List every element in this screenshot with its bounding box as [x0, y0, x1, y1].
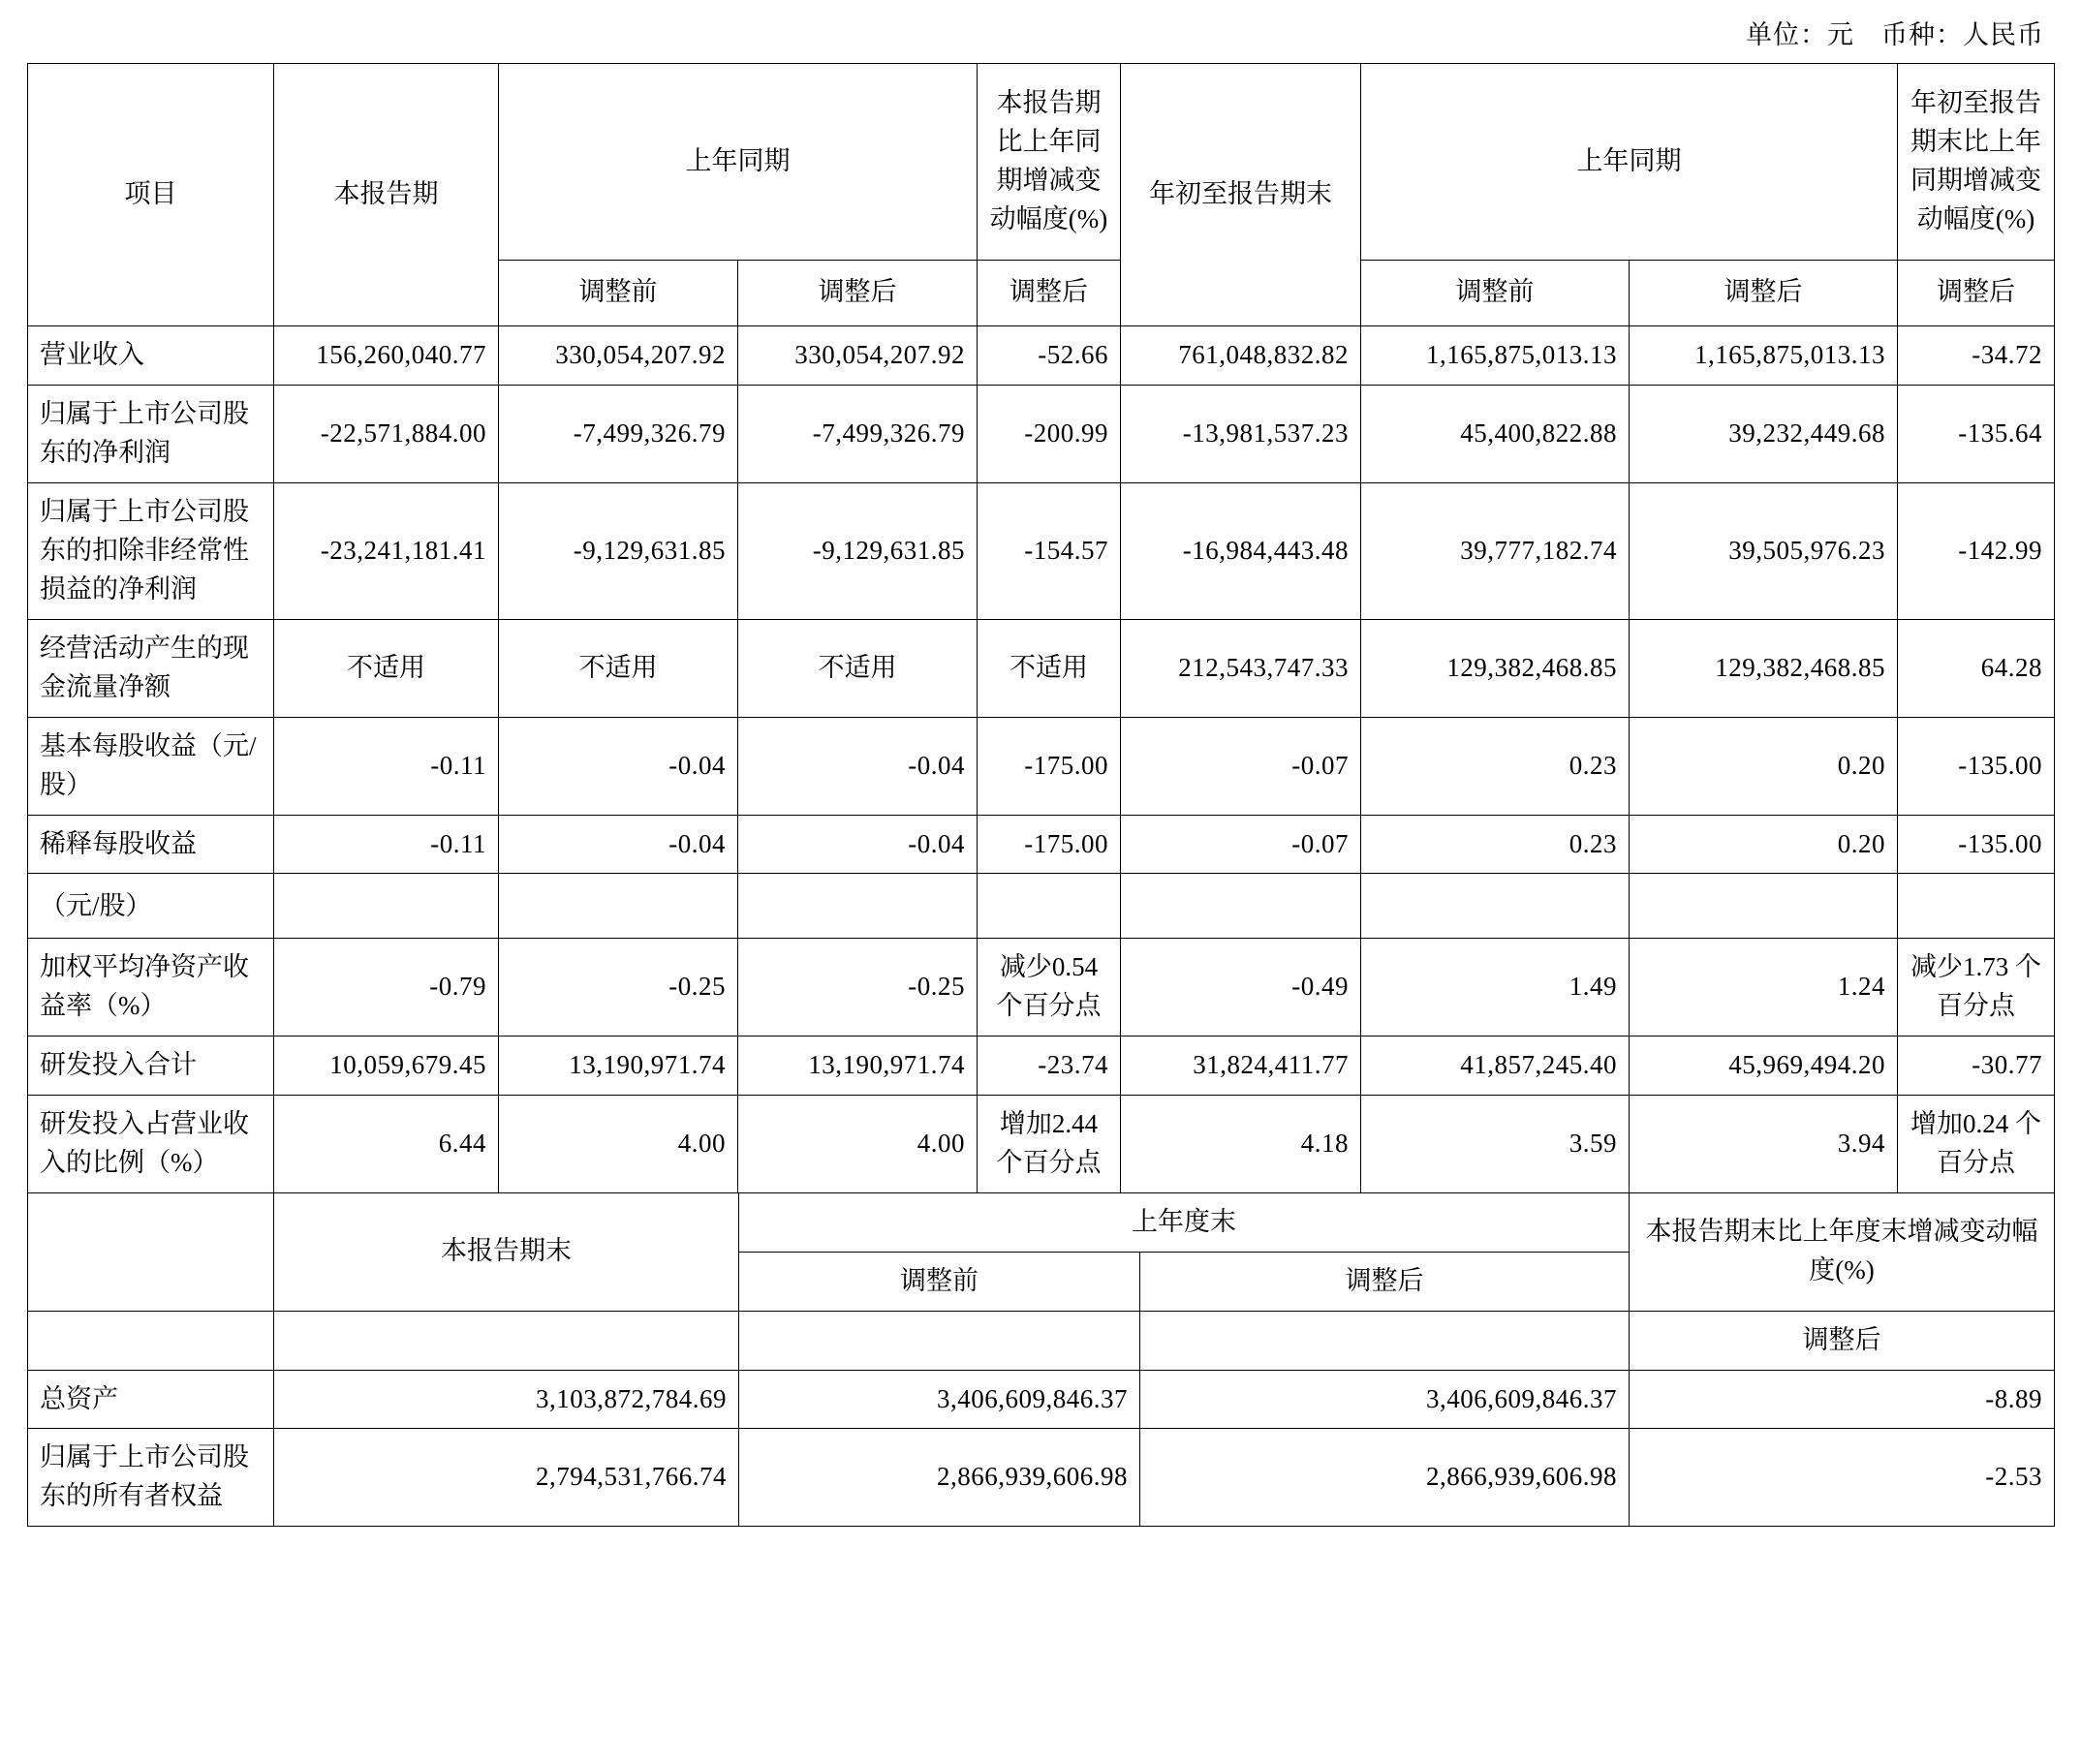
row-value: -7,499,326.79 [738, 385, 978, 482]
row-label: 营业收入 [28, 326, 274, 386]
header-period-end: 本报告期末 [274, 1192, 739, 1311]
header-after-adjust-1: 调整后 [738, 260, 978, 325]
row-value: -23.74 [978, 1037, 1121, 1096]
row-value: 64.28 [1898, 619, 2055, 717]
row-value: 39,232,449.68 [1630, 385, 1898, 482]
table2-header-row-main [28, 1192, 2055, 1252]
row-label: 研发投入合计 [28, 1037, 274, 1096]
row-value [1121, 874, 1361, 939]
row-value: 13,190,971.74 [738, 1037, 978, 1096]
header-after-adjust-3: 调整后 [1630, 260, 1898, 325]
row-value: -0.25 [738, 939, 978, 1037]
table-row [28, 1096, 2055, 1193]
row-label: 稀释每股收益 [28, 815, 274, 874]
row-label: 加权平均净资产收益率（%） [28, 939, 274, 1037]
row-value: 1,165,875,013.13 [1630, 326, 1898, 386]
row-value: 1.49 [1361, 939, 1630, 1037]
row-label: （元/股） [28, 874, 274, 939]
row-value: 1.24 [1630, 939, 1898, 1037]
row-value: 增加2.44 个百分点 [978, 1096, 1121, 1193]
header-after-adjust-2: 调整后 [978, 260, 1121, 325]
row-value: -52.66 [978, 326, 1121, 386]
header-blank-4 [739, 1311, 1140, 1370]
row-value: 39,505,976.23 [1630, 482, 1898, 619]
row-value: 减少1.73 个百分点 [1898, 939, 2055, 1037]
row-value: -154.57 [978, 482, 1121, 619]
table-row [28, 482, 2055, 619]
table-row [28, 1370, 2055, 1429]
row-value: -23,241,181.41 [274, 482, 499, 619]
row-value [1361, 874, 1630, 939]
unit-note: 单位：元 币种：人民币 [1746, 20, 2044, 49]
row-value: -22,571,884.00 [274, 385, 499, 482]
header-change: 本报告期末比上年度末增减变动幅度(%) [1630, 1192, 2055, 1311]
row-value: 6.44 [274, 1096, 499, 1193]
header-change-ytd: 年初至报告期末比上年同期增减变动幅度(%) [1898, 64, 2055, 261]
row-value: 不适用 [738, 619, 978, 717]
table-row [28, 385, 2055, 482]
row-value: 4.00 [738, 1096, 978, 1193]
table2-subheader-row [28, 1311, 2055, 1370]
header-blank-3 [274, 1311, 739, 1370]
row-value: -9,129,631.85 [499, 482, 738, 619]
row-value: -135.00 [1898, 815, 2055, 874]
row-value: -13,981,537.23 [1121, 385, 1361, 482]
row-label: 总资产 [28, 1370, 274, 1429]
header-prior-ytd: 上年同期 [1361, 64, 1898, 261]
header-after-adjust-4: 调整后 [1898, 260, 2055, 325]
row-value: 129,382,468.85 [1630, 619, 1898, 717]
row-value: -16,984,443.48 [1121, 482, 1361, 619]
header-current-period: 本报告期 [274, 64, 499, 326]
row-value: 45,400,822.88 [1361, 385, 1630, 482]
row-value: 4.00 [499, 1096, 738, 1193]
row-value: -0.79 [274, 939, 499, 1037]
quarterly-financial-table [27, 63, 2055, 1193]
row-value: 1,165,875,013.13 [1361, 326, 1630, 386]
row-value: -0.04 [738, 717, 978, 815]
header-before-adjust-3: 调整前 [739, 1252, 1140, 1311]
row-value: -0.25 [499, 939, 738, 1037]
row-value [274, 874, 499, 939]
row-value: -34.72 [1898, 326, 2055, 386]
row-value: 45,969,494.20 [1630, 1037, 1898, 1096]
table-row [28, 717, 2055, 815]
row-value: -142.99 [1898, 482, 2055, 619]
row-value: 0.20 [1630, 717, 1898, 815]
row-label: 归属于上市公司股东的所有者权益 [28, 1429, 274, 1527]
header-ytd: 年初至报告期末 [1121, 64, 1361, 326]
row-value [978, 874, 1121, 939]
row-value: -0.07 [1121, 717, 1361, 815]
table-header-row-main [28, 64, 2055, 261]
table-row [28, 619, 2055, 717]
header-blank-5 [1140, 1311, 1630, 1370]
table-row [28, 326, 2055, 386]
row-value: 41,857,245.40 [1361, 1037, 1630, 1096]
table-row [28, 939, 2055, 1037]
row-value: 330,054,207.92 [499, 326, 738, 386]
header-before-adjust-2: 调整前 [1361, 260, 1630, 325]
row-value [738, 874, 978, 939]
row-value: -0.04 [499, 815, 738, 874]
row-value: 增加0.24 个百分点 [1898, 1096, 2055, 1193]
row-value: -200.99 [978, 385, 1121, 482]
row-value: 不适用 [978, 619, 1121, 717]
row-value: 2,866,939,606.98 [1140, 1429, 1630, 1527]
row-value: 3,406,609,846.37 [1140, 1370, 1630, 1429]
row-value: 2,794,531,766.74 [274, 1429, 739, 1527]
row-value: 3.94 [1630, 1096, 1898, 1193]
row-value: -135.64 [1898, 385, 2055, 482]
row-value: 3.59 [1361, 1096, 1630, 1193]
row-value: -175.00 [978, 815, 1121, 874]
row-value: 0.23 [1361, 717, 1630, 815]
header-change-period: 本报告期比上年同期增减变动幅度(%) [978, 64, 1121, 261]
header-item: 项目 [28, 64, 274, 326]
header-after-adjust-6: 调整后 [1630, 1311, 2055, 1370]
header-prior-period: 上年同期 [499, 64, 978, 261]
row-value: 不适用 [274, 619, 499, 717]
row-value: -0.49 [1121, 939, 1361, 1037]
header-last-year-end: 上年度末 [739, 1192, 1630, 1252]
row-value: 2,866,939,606.98 [739, 1429, 1140, 1527]
row-value [1630, 874, 1898, 939]
row-value [1898, 874, 2055, 939]
row-value [499, 874, 738, 939]
row-value: -0.11 [274, 815, 499, 874]
table-row [28, 1429, 2055, 1527]
row-value: -9,129,631.85 [738, 482, 978, 619]
row-value: 3,406,609,846.37 [739, 1370, 1140, 1429]
row-value: -135.00 [1898, 717, 2055, 815]
row-value: -0.04 [499, 717, 738, 815]
row-value: 212,543,747.33 [1121, 619, 1361, 717]
row-value: -175.00 [978, 717, 1121, 815]
row-value: -7,499,326.79 [499, 385, 738, 482]
table-row [28, 1037, 2055, 1096]
row-value: 0.20 [1630, 815, 1898, 874]
row-label: 研发投入占营业收入的比例（%） [28, 1096, 274, 1193]
row-label: 归属于上市公司股东的扣除非经常性损益的净利润 [28, 482, 274, 619]
row-value: -8.89 [1630, 1370, 2055, 1429]
row-value: -2.53 [1630, 1429, 2055, 1527]
row-value: -0.07 [1121, 815, 1361, 874]
row-value: 3,103,872,784.69 [274, 1370, 739, 1429]
header-before-adjust-1: 调整前 [499, 260, 738, 325]
header-blank-2 [28, 1311, 274, 1370]
row-value: 10,059,679.45 [274, 1037, 499, 1096]
row-value: 13,190,971.74 [499, 1037, 738, 1096]
row-label: 经营活动产生的现金流量净额 [28, 619, 274, 717]
row-label: 归属于上市公司股东的净利润 [28, 385, 274, 482]
header-blank [28, 1192, 274, 1311]
row-value: 4.18 [1121, 1096, 1361, 1193]
balance-sheet-table [27, 1192, 2055, 1528]
row-label: 基本每股收益（元/股） [28, 717, 274, 815]
row-value: -0.11 [274, 717, 499, 815]
row-value: 761,048,832.82 [1121, 326, 1361, 386]
row-value: 39,777,182.74 [1361, 482, 1630, 619]
row-value: 不适用 [499, 619, 738, 717]
row-value: -0.04 [738, 815, 978, 874]
table-row [28, 874, 2055, 939]
row-value: 减少0.54 个百分点 [978, 939, 1121, 1037]
row-value: 156,260,040.77 [274, 326, 499, 386]
row-value: -30.77 [1898, 1037, 2055, 1096]
row-value: 330,054,207.92 [738, 326, 978, 386]
row-value: 129,382,468.85 [1361, 619, 1630, 717]
row-value: 0.23 [1361, 815, 1630, 874]
table-row [28, 815, 2055, 874]
row-value: 31,824,411.77 [1121, 1037, 1361, 1096]
header-after-adjust-5: 调整后 [1140, 1252, 1630, 1311]
